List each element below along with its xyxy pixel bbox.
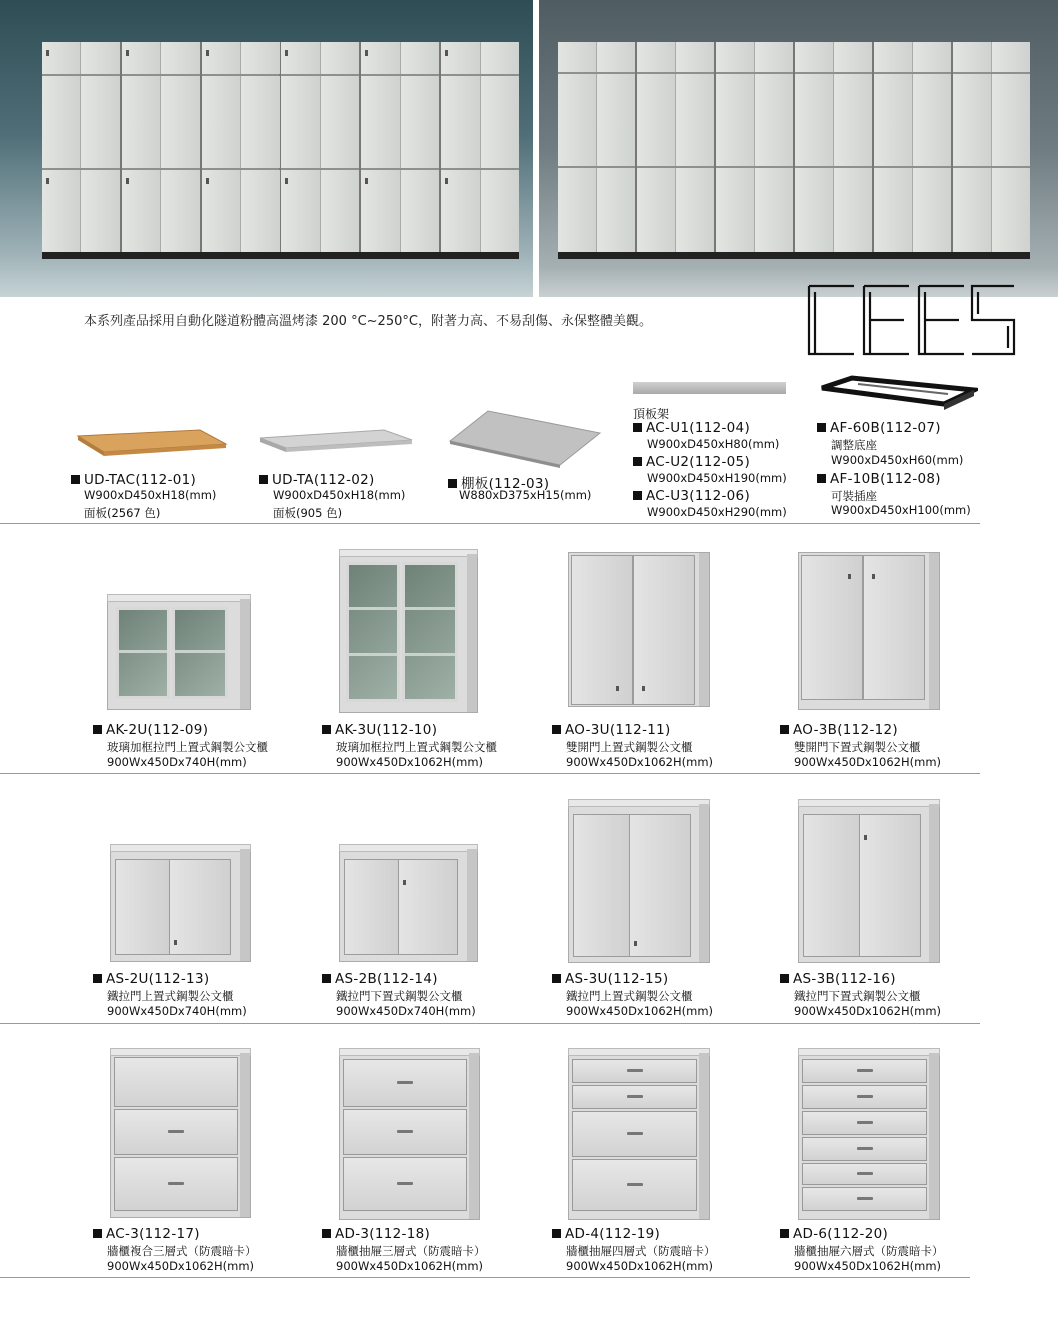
hero-photo-hinged-cabinets	[0, 0, 533, 297]
cabinet-ao-3u-image	[568, 552, 710, 707]
hero-photo-sliding-cabinets	[539, 0, 1058, 297]
cabinet-as-3b-image	[798, 803, 940, 963]
product-dimensions: 900Wx450Dx1062H(mm)	[107, 1259, 255, 1273]
product-dimensions: W900xD450xH100(mm)	[831, 503, 971, 517]
bullet-square-icon	[322, 974, 331, 983]
product-dimensions: 900Wx450Dx1062H(mm)	[794, 1004, 942, 1018]
product-name: AO-3B(112-12)	[780, 722, 898, 738]
base-frame-image	[818, 374, 978, 414]
top-rack-label: 頂板架	[633, 407, 670, 421]
product-name: AK-3U(112-10)	[322, 722, 437, 738]
cabinet-wall-right	[558, 42, 1030, 252]
panel-wood-image	[72, 420, 232, 460]
cabinet-unit	[42, 42, 122, 252]
cabinet-ad-3-image	[339, 1052, 480, 1220]
product-description: 牆櫃抽屜四層式（防震暗卡）	[566, 1244, 716, 1258]
cabinet-ak-2u-image	[107, 598, 251, 710]
section-divider	[0, 773, 980, 774]
product-description: 鐵拉門下置式鋼製公文櫃	[336, 989, 463, 1003]
bullet-square-icon	[552, 725, 561, 734]
panel-grey-image	[256, 420, 416, 456]
product-description: 調整底座	[831, 438, 877, 452]
cabinet-unit	[122, 42, 202, 252]
cabinet-base	[558, 252, 1030, 259]
product-dimensions: W900xD450xH18(mm)	[84, 488, 217, 502]
cabinet-unit	[558, 42, 637, 252]
shelf-board-image	[448, 407, 604, 469]
cabinet-unit	[874, 42, 953, 252]
product-description: 鐵拉門上置式鋼製公文櫃	[107, 989, 234, 1003]
bullet-square-icon	[633, 491, 642, 500]
cabinet-wall-left	[42, 42, 519, 252]
product-name: UD-TA(112-02)	[259, 472, 375, 488]
cabinet-as-2b-image	[339, 848, 478, 962]
bullet-square-icon	[93, 1229, 102, 1238]
product-name: 棚板(112-03)	[448, 472, 549, 492]
product-description: 玻璃加框拉門上置式鋼製公文櫃	[107, 740, 268, 754]
product-name: AD-6(112-20)	[780, 1226, 888, 1242]
product-description: 可裝插座	[831, 489, 877, 503]
product-name: AC-U1(112-04)	[633, 420, 750, 436]
bullet-square-icon	[633, 457, 642, 466]
product-description: 面板(905 色)	[273, 506, 343, 520]
bullet-square-icon	[259, 475, 268, 484]
product-dimensions: 900Wx450Dx1062H(mm)	[794, 755, 942, 769]
section-divider	[0, 523, 980, 524]
product-description: 面板(2567 色)	[84, 506, 161, 520]
product-description: 雙開門下置式鋼製公文櫃	[794, 740, 921, 754]
bullet-square-icon	[93, 725, 102, 734]
product-name: AF-10B(112-08)	[817, 471, 941, 487]
product-name: UD-TAC(112-01)	[71, 472, 196, 488]
product-dimensions: W900xD450xH18(mm)	[273, 488, 406, 502]
product-description: 玻璃加框拉門上置式鋼製公文櫃	[336, 740, 497, 754]
product-name: AC-U2(112-05)	[633, 454, 750, 470]
cabinet-unit	[716, 42, 795, 252]
product-dimensions: 900Wx450Dx1062H(mm)	[566, 1259, 714, 1273]
product-dimensions: 900Wx450Dx1062H(mm)	[336, 755, 484, 769]
bullet-square-icon	[780, 725, 789, 734]
cabinet-unit	[637, 42, 716, 252]
product-dimensions: 900Wx450Dx1062H(mm)	[794, 1259, 942, 1273]
cabinet-ac-3-image	[110, 1052, 251, 1218]
cabinet-ao-3b-image	[798, 552, 940, 710]
product-description: 牆櫃複合三層式（防震暗卡）	[107, 1244, 257, 1258]
bullet-square-icon	[552, 974, 561, 983]
product-description: 牆櫃抽屜三層式（防震暗卡）	[336, 1244, 486, 1258]
product-dimensions: W900xD450xH80(mm)	[647, 437, 780, 451]
bullet-square-icon	[633, 423, 642, 432]
product-dimensions: W900xD450xH290(mm)	[647, 505, 787, 519]
logo-alt-text: CEES	[806, 283, 809, 284]
product-description: 鐵拉門上置式鋼製公文櫃	[566, 989, 693, 1003]
cabinet-unit	[281, 42, 361, 252]
cabinet-unit	[202, 42, 282, 252]
product-dimensions: W900xD450xH190(mm)	[647, 471, 787, 485]
cabinet-ak-3u-image	[339, 553, 478, 713]
cabinet-unit	[795, 42, 874, 252]
product-name: AD-3(112-18)	[322, 1226, 430, 1242]
intro-text: 本系列產品採用自動化隧道粉體高溫烤漆 200 °C~250°C，附著力高、不易刮傷、永保整體美觀。	[84, 314, 652, 329]
product-description: 鐵拉門下置式鋼製公文櫃	[794, 989, 921, 1003]
bullet-square-icon	[93, 974, 102, 983]
product-dimensions: W880xD375xH15(mm)	[459, 488, 592, 502]
product-name: AC-U3(112-06)	[633, 488, 750, 504]
product-dimensions: 900Wx450Dx1062H(mm)	[566, 755, 714, 769]
product-name: AS-2U(112-13)	[93, 971, 209, 987]
cabinet-ad-6-image	[798, 1052, 940, 1220]
product-name: AS-2B(112-14)	[322, 971, 438, 987]
product-dimensions: W900xD450xH60(mm)	[831, 453, 964, 467]
product-dimensions: 900Wx450Dx1062H(mm)	[566, 1004, 714, 1018]
product-name: AS-3U(112-15)	[552, 971, 668, 987]
cabinet-unit	[953, 42, 1030, 252]
bullet-square-icon	[817, 474, 826, 483]
cabinet-as-2u-image	[110, 848, 251, 962]
product-dimensions: 900Wx450Dx1062H(mm)	[336, 1259, 484, 1273]
cabinet-as-3u-image	[568, 803, 710, 963]
bullet-square-icon	[322, 1229, 331, 1238]
cees-logo	[806, 283, 1018, 357]
bullet-square-icon	[71, 475, 80, 484]
bullet-square-icon	[780, 974, 789, 983]
product-description: 雙開門上置式鋼製公文櫃	[566, 740, 693, 754]
bullet-square-icon	[322, 725, 331, 734]
section-divider	[0, 1023, 980, 1024]
bullet-square-icon	[817, 423, 826, 432]
product-name: AO-3U(112-11)	[552, 722, 671, 738]
cabinet-ad-4-image	[568, 1052, 710, 1220]
section-divider	[0, 1277, 970, 1278]
product-description: 牆櫃抽屜六層式（防震暗卡）	[794, 1244, 944, 1258]
cabinet-base	[42, 252, 519, 259]
top-rack-image	[633, 382, 786, 394]
product-name: AF-60B(112-07)	[817, 420, 941, 436]
bullet-square-icon	[448, 479, 457, 488]
bullet-square-icon	[780, 1229, 789, 1238]
product-name: AS-3B(112-16)	[780, 971, 896, 987]
product-dimensions: 900Wx450Dx740H(mm)	[107, 755, 247, 769]
product-dimensions: 900Wx450Dx740H(mm)	[107, 1004, 247, 1018]
bullet-square-icon	[552, 1229, 561, 1238]
product-name: AC-3(112-17)	[93, 1226, 200, 1242]
product-name: AD-4(112-19)	[552, 1226, 660, 1242]
cabinet-unit	[441, 42, 519, 252]
product-name: AK-2U(112-09)	[93, 722, 208, 738]
product-dimensions: 900Wx450Dx740H(mm)	[336, 1004, 476, 1018]
cabinet-unit	[361, 42, 441, 252]
